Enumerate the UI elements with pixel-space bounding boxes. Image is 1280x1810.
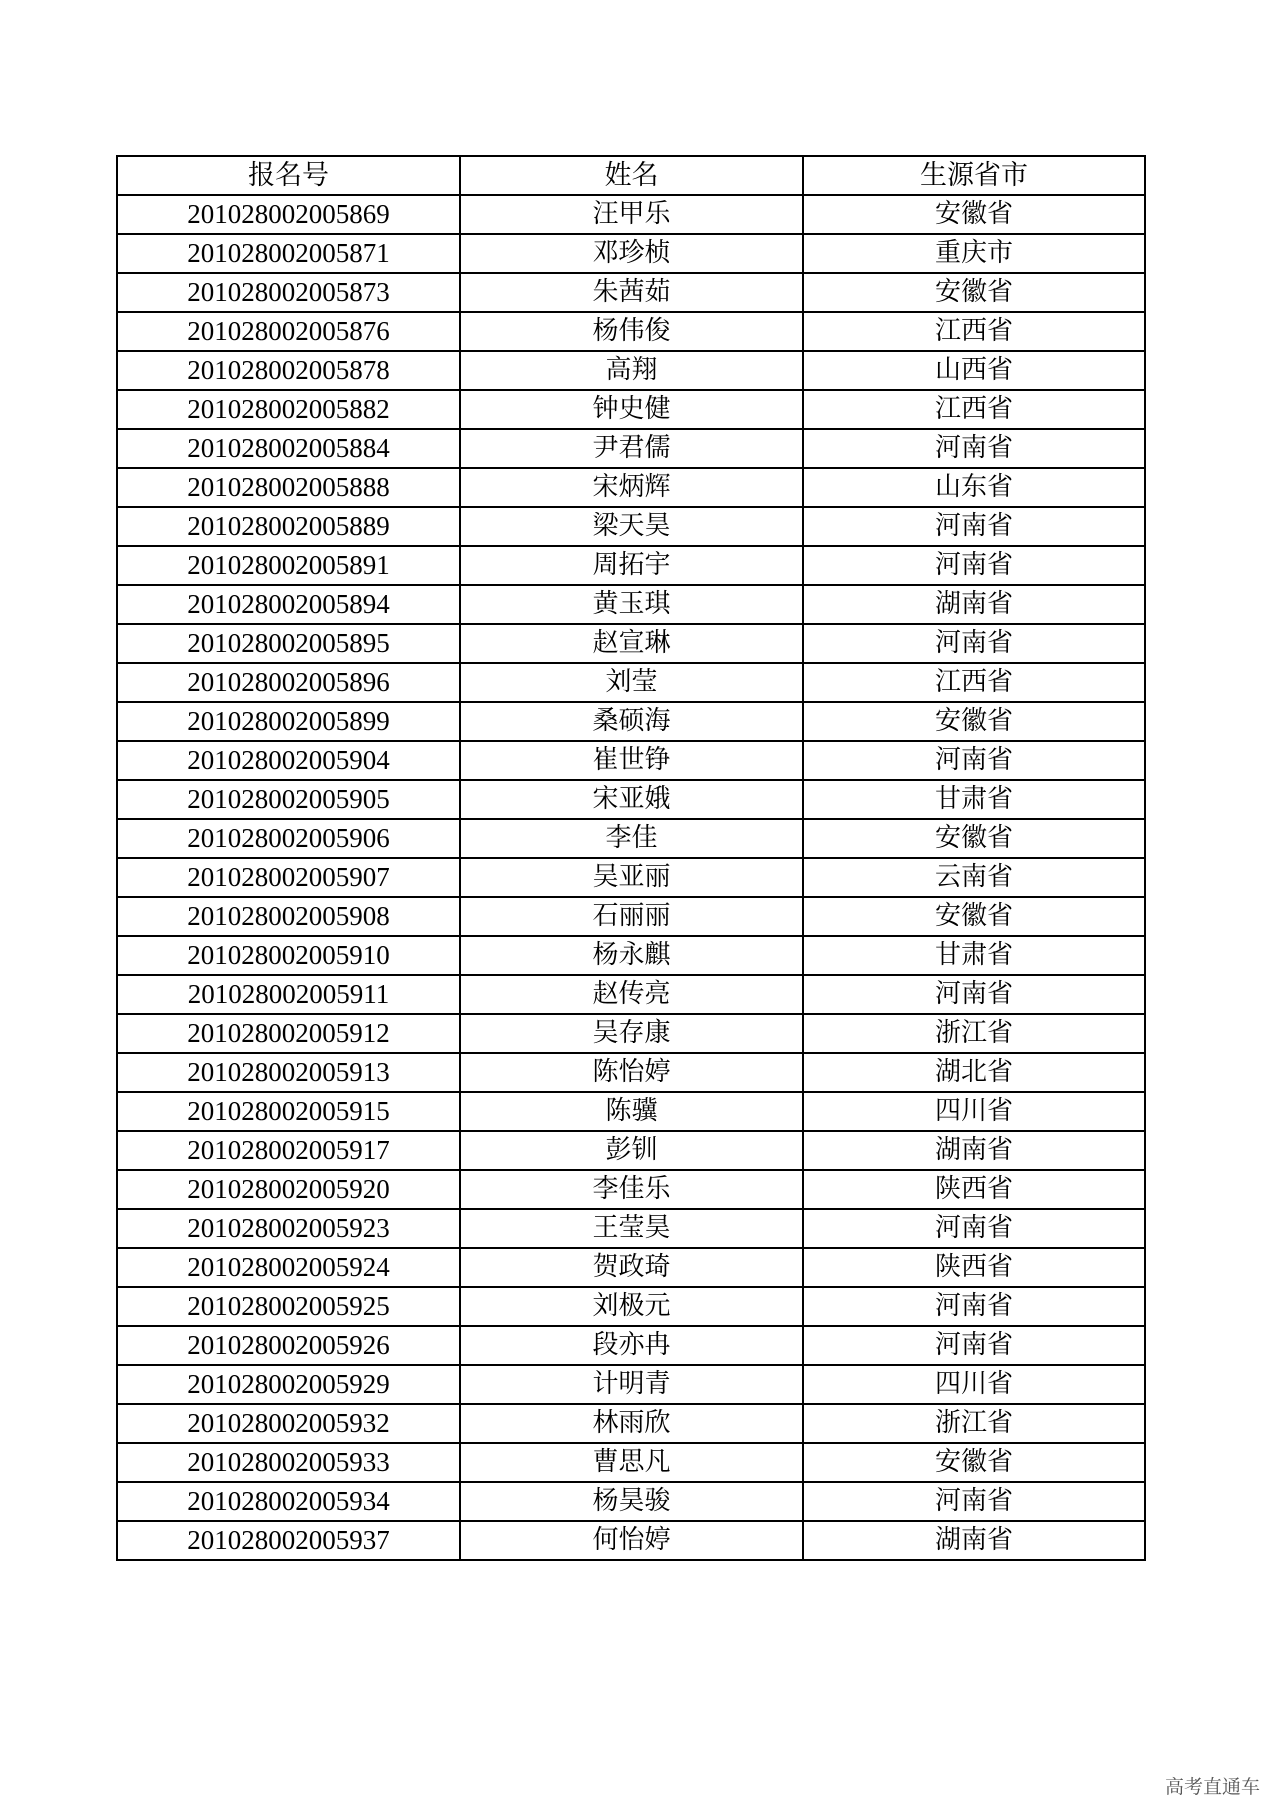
province-cell: 云南省 bbox=[803, 858, 1145, 897]
student-name-cell: 高翔 bbox=[460, 351, 803, 390]
table-row bbox=[117, 975, 1145, 1014]
registration-number-cell: 201028002005904 bbox=[117, 741, 460, 780]
province-cell: 江西省 bbox=[803, 663, 1145, 702]
province-cell: 安徽省 bbox=[803, 195, 1145, 234]
registration-number-cell: 201028002005913 bbox=[117, 1053, 460, 1092]
table-row bbox=[117, 234, 1145, 273]
registration-number-cell: 201028002005925 bbox=[117, 1287, 460, 1326]
student-name-cell: 王莹昊 bbox=[460, 1209, 803, 1248]
registration-number-cell: 201028002005889 bbox=[117, 507, 460, 546]
registration-number-cell: 201028002005933 bbox=[117, 1443, 460, 1482]
registration-number-cell: 201028002005894 bbox=[117, 585, 460, 624]
registration-number-cell: 201028002005911 bbox=[117, 975, 460, 1014]
student-name-cell: 李佳 bbox=[460, 819, 803, 858]
student-name-cell: 曹思凡 bbox=[460, 1443, 803, 1482]
student-name-cell: 汪甲乐 bbox=[460, 195, 803, 234]
province-cell: 河南省 bbox=[803, 546, 1145, 585]
table-row bbox=[117, 897, 1145, 936]
table-row bbox=[117, 312, 1145, 351]
registration-number-cell: 201028002005934 bbox=[117, 1482, 460, 1521]
student-name-cell: 尹君儒 bbox=[460, 429, 803, 468]
province-cell: 湖南省 bbox=[803, 1521, 1145, 1560]
student-name-cell: 宋亚娥 bbox=[460, 780, 803, 819]
student-name-cell: 崔世铮 bbox=[460, 741, 803, 780]
table-row bbox=[117, 1404, 1145, 1443]
student-name-cell: 陈怡婷 bbox=[460, 1053, 803, 1092]
table-row bbox=[117, 819, 1145, 858]
table-row bbox=[117, 507, 1145, 546]
student-name-cell: 刘莹 bbox=[460, 663, 803, 702]
table-row bbox=[117, 1443, 1145, 1482]
table-row bbox=[117, 936, 1145, 975]
student-name-cell: 宋炳辉 bbox=[460, 468, 803, 507]
registration-number-cell: 201028002005912 bbox=[117, 1014, 460, 1053]
student-name-cell: 石丽丽 bbox=[460, 897, 803, 936]
table-row bbox=[117, 1287, 1145, 1326]
province-cell: 四川省 bbox=[803, 1365, 1145, 1404]
table-row bbox=[117, 1014, 1145, 1053]
province-cell: 安徽省 bbox=[803, 702, 1145, 741]
registration-number-cell: 201028002005878 bbox=[117, 351, 460, 390]
table-row bbox=[117, 468, 1145, 507]
province-cell: 安徽省 bbox=[803, 819, 1145, 858]
province-cell: 河南省 bbox=[803, 741, 1145, 780]
student-name-cell: 周拓宇 bbox=[460, 546, 803, 585]
student-name-cell: 贺政琦 bbox=[460, 1248, 803, 1287]
province-cell: 浙江省 bbox=[803, 1404, 1145, 1443]
student-name-cell: 段亦冉 bbox=[460, 1326, 803, 1365]
student-name-cell: 邓珍桢 bbox=[460, 234, 803, 273]
student-name-cell: 何怡婷 bbox=[460, 1521, 803, 1560]
student-name-cell: 杨伟俊 bbox=[460, 312, 803, 351]
province-cell: 河南省 bbox=[803, 1287, 1145, 1326]
table-row bbox=[117, 1521, 1145, 1560]
table-row bbox=[117, 780, 1145, 819]
province-cell: 山西省 bbox=[803, 351, 1145, 390]
student-name-cell: 钟史健 bbox=[460, 390, 803, 429]
province-cell: 山东省 bbox=[803, 468, 1145, 507]
watermark-text: 高考直通车 bbox=[1164, 1776, 1260, 1798]
province-cell: 江西省 bbox=[803, 312, 1145, 351]
registration-number-cell: 201028002005937 bbox=[117, 1521, 460, 1560]
header-name: 姓名 bbox=[460, 156, 803, 195]
registration-number-cell: 201028002005873 bbox=[117, 273, 460, 312]
student-name-cell: 桑硕海 bbox=[460, 702, 803, 741]
province-cell: 重庆市 bbox=[803, 234, 1145, 273]
province-cell: 河南省 bbox=[803, 975, 1145, 1014]
registration-number-cell: 201028002005871 bbox=[117, 234, 460, 273]
registration-number-cell: 201028002005905 bbox=[117, 780, 460, 819]
student-name-cell: 杨永麒 bbox=[460, 936, 803, 975]
student-name-cell: 吴存康 bbox=[460, 1014, 803, 1053]
province-cell: 河南省 bbox=[803, 1326, 1145, 1365]
student-name-cell: 赵宣琳 bbox=[460, 624, 803, 663]
table-row bbox=[117, 663, 1145, 702]
registration-number-cell: 201028002005899 bbox=[117, 702, 460, 741]
header-row bbox=[117, 156, 1145, 195]
registration-number-cell: 201028002005876 bbox=[117, 312, 460, 351]
registration-number-cell: 201028002005917 bbox=[117, 1131, 460, 1170]
table-row bbox=[117, 1170, 1145, 1209]
registration-number-cell: 201028002005884 bbox=[117, 429, 460, 468]
province-cell: 河南省 bbox=[803, 429, 1145, 468]
registration-number-cell: 201028002005926 bbox=[117, 1326, 460, 1365]
registration-number-cell: 201028002005907 bbox=[117, 858, 460, 897]
student-name-cell: 朱茜茹 bbox=[460, 273, 803, 312]
table-row bbox=[117, 351, 1145, 390]
table-row bbox=[117, 273, 1145, 312]
admission-list-table bbox=[116, 155, 1146, 1561]
registration-number-cell: 201028002005924 bbox=[117, 1248, 460, 1287]
registration-number-cell: 201028002005906 bbox=[117, 819, 460, 858]
student-name-cell: 计明青 bbox=[460, 1365, 803, 1404]
province-cell: 湖南省 bbox=[803, 1131, 1145, 1170]
table-row bbox=[117, 741, 1145, 780]
registration-number-cell: 201028002005923 bbox=[117, 1209, 460, 1248]
registration-number-cell: 201028002005888 bbox=[117, 468, 460, 507]
registration-number-cell: 201028002005929 bbox=[117, 1365, 460, 1404]
table-row bbox=[117, 429, 1145, 468]
student-name-cell: 刘极元 bbox=[460, 1287, 803, 1326]
table-row bbox=[117, 1131, 1145, 1170]
registration-number-cell: 201028002005908 bbox=[117, 897, 460, 936]
province-cell: 安徽省 bbox=[803, 897, 1145, 936]
registration-number-cell: 201028002005915 bbox=[117, 1092, 460, 1131]
province-cell: 甘肃省 bbox=[803, 936, 1145, 975]
student-name-cell: 梁天昊 bbox=[460, 507, 803, 546]
province-cell: 湖北省 bbox=[803, 1053, 1145, 1092]
province-cell: 陕西省 bbox=[803, 1248, 1145, 1287]
header-province: 生源省市 bbox=[803, 156, 1145, 195]
student-name-cell: 李佳乐 bbox=[460, 1170, 803, 1209]
table-row bbox=[117, 195, 1145, 234]
table-row bbox=[117, 1053, 1145, 1092]
registration-number-cell: 201028002005896 bbox=[117, 663, 460, 702]
province-cell: 安徽省 bbox=[803, 273, 1145, 312]
table-row bbox=[117, 546, 1145, 585]
student-name-cell: 黄玉琪 bbox=[460, 585, 803, 624]
table-row bbox=[117, 1326, 1145, 1365]
student-name-cell: 彭钏 bbox=[460, 1131, 803, 1170]
student-name-cell: 赵传亮 bbox=[460, 975, 803, 1014]
table-row bbox=[117, 585, 1145, 624]
table-row bbox=[117, 390, 1145, 429]
table-row bbox=[117, 624, 1145, 663]
registration-number-cell: 201028002005891 bbox=[117, 546, 460, 585]
student-name-cell: 吴亚丽 bbox=[460, 858, 803, 897]
province-cell: 河南省 bbox=[803, 1482, 1145, 1521]
province-cell: 河南省 bbox=[803, 1209, 1145, 1248]
registration-number-cell: 201028002005882 bbox=[117, 390, 460, 429]
registration-number-cell: 201028002005869 bbox=[117, 195, 460, 234]
table-body bbox=[117, 195, 1145, 1560]
table-row bbox=[117, 702, 1145, 741]
table-row bbox=[117, 1482, 1145, 1521]
student-name-cell: 林雨欣 bbox=[460, 1404, 803, 1443]
province-cell: 浙江省 bbox=[803, 1014, 1145, 1053]
registration-number-cell: 201028002005895 bbox=[117, 624, 460, 663]
province-cell: 四川省 bbox=[803, 1092, 1145, 1131]
province-cell: 安徽省 bbox=[803, 1443, 1145, 1482]
province-cell: 河南省 bbox=[803, 624, 1145, 663]
table-row bbox=[117, 1365, 1145, 1404]
table-row bbox=[117, 1209, 1145, 1248]
province-cell: 湖南省 bbox=[803, 585, 1145, 624]
province-cell: 陕西省 bbox=[803, 1170, 1145, 1209]
registration-number-cell: 201028002005920 bbox=[117, 1170, 460, 1209]
student-name-cell: 陈骥 bbox=[460, 1092, 803, 1131]
province-cell: 河南省 bbox=[803, 507, 1145, 546]
registration-number-cell: 201028002005910 bbox=[117, 936, 460, 975]
table-header bbox=[117, 156, 1145, 195]
province-cell: 江西省 bbox=[803, 390, 1145, 429]
table-row bbox=[117, 1092, 1145, 1131]
province-cell: 甘肃省 bbox=[803, 780, 1145, 819]
header-registration-number: 报名号 bbox=[117, 156, 460, 195]
student-name-cell: 杨昊骏 bbox=[460, 1482, 803, 1521]
registration-number-cell: 201028002005932 bbox=[117, 1404, 460, 1443]
table-row bbox=[117, 1248, 1145, 1287]
table-row bbox=[117, 858, 1145, 897]
